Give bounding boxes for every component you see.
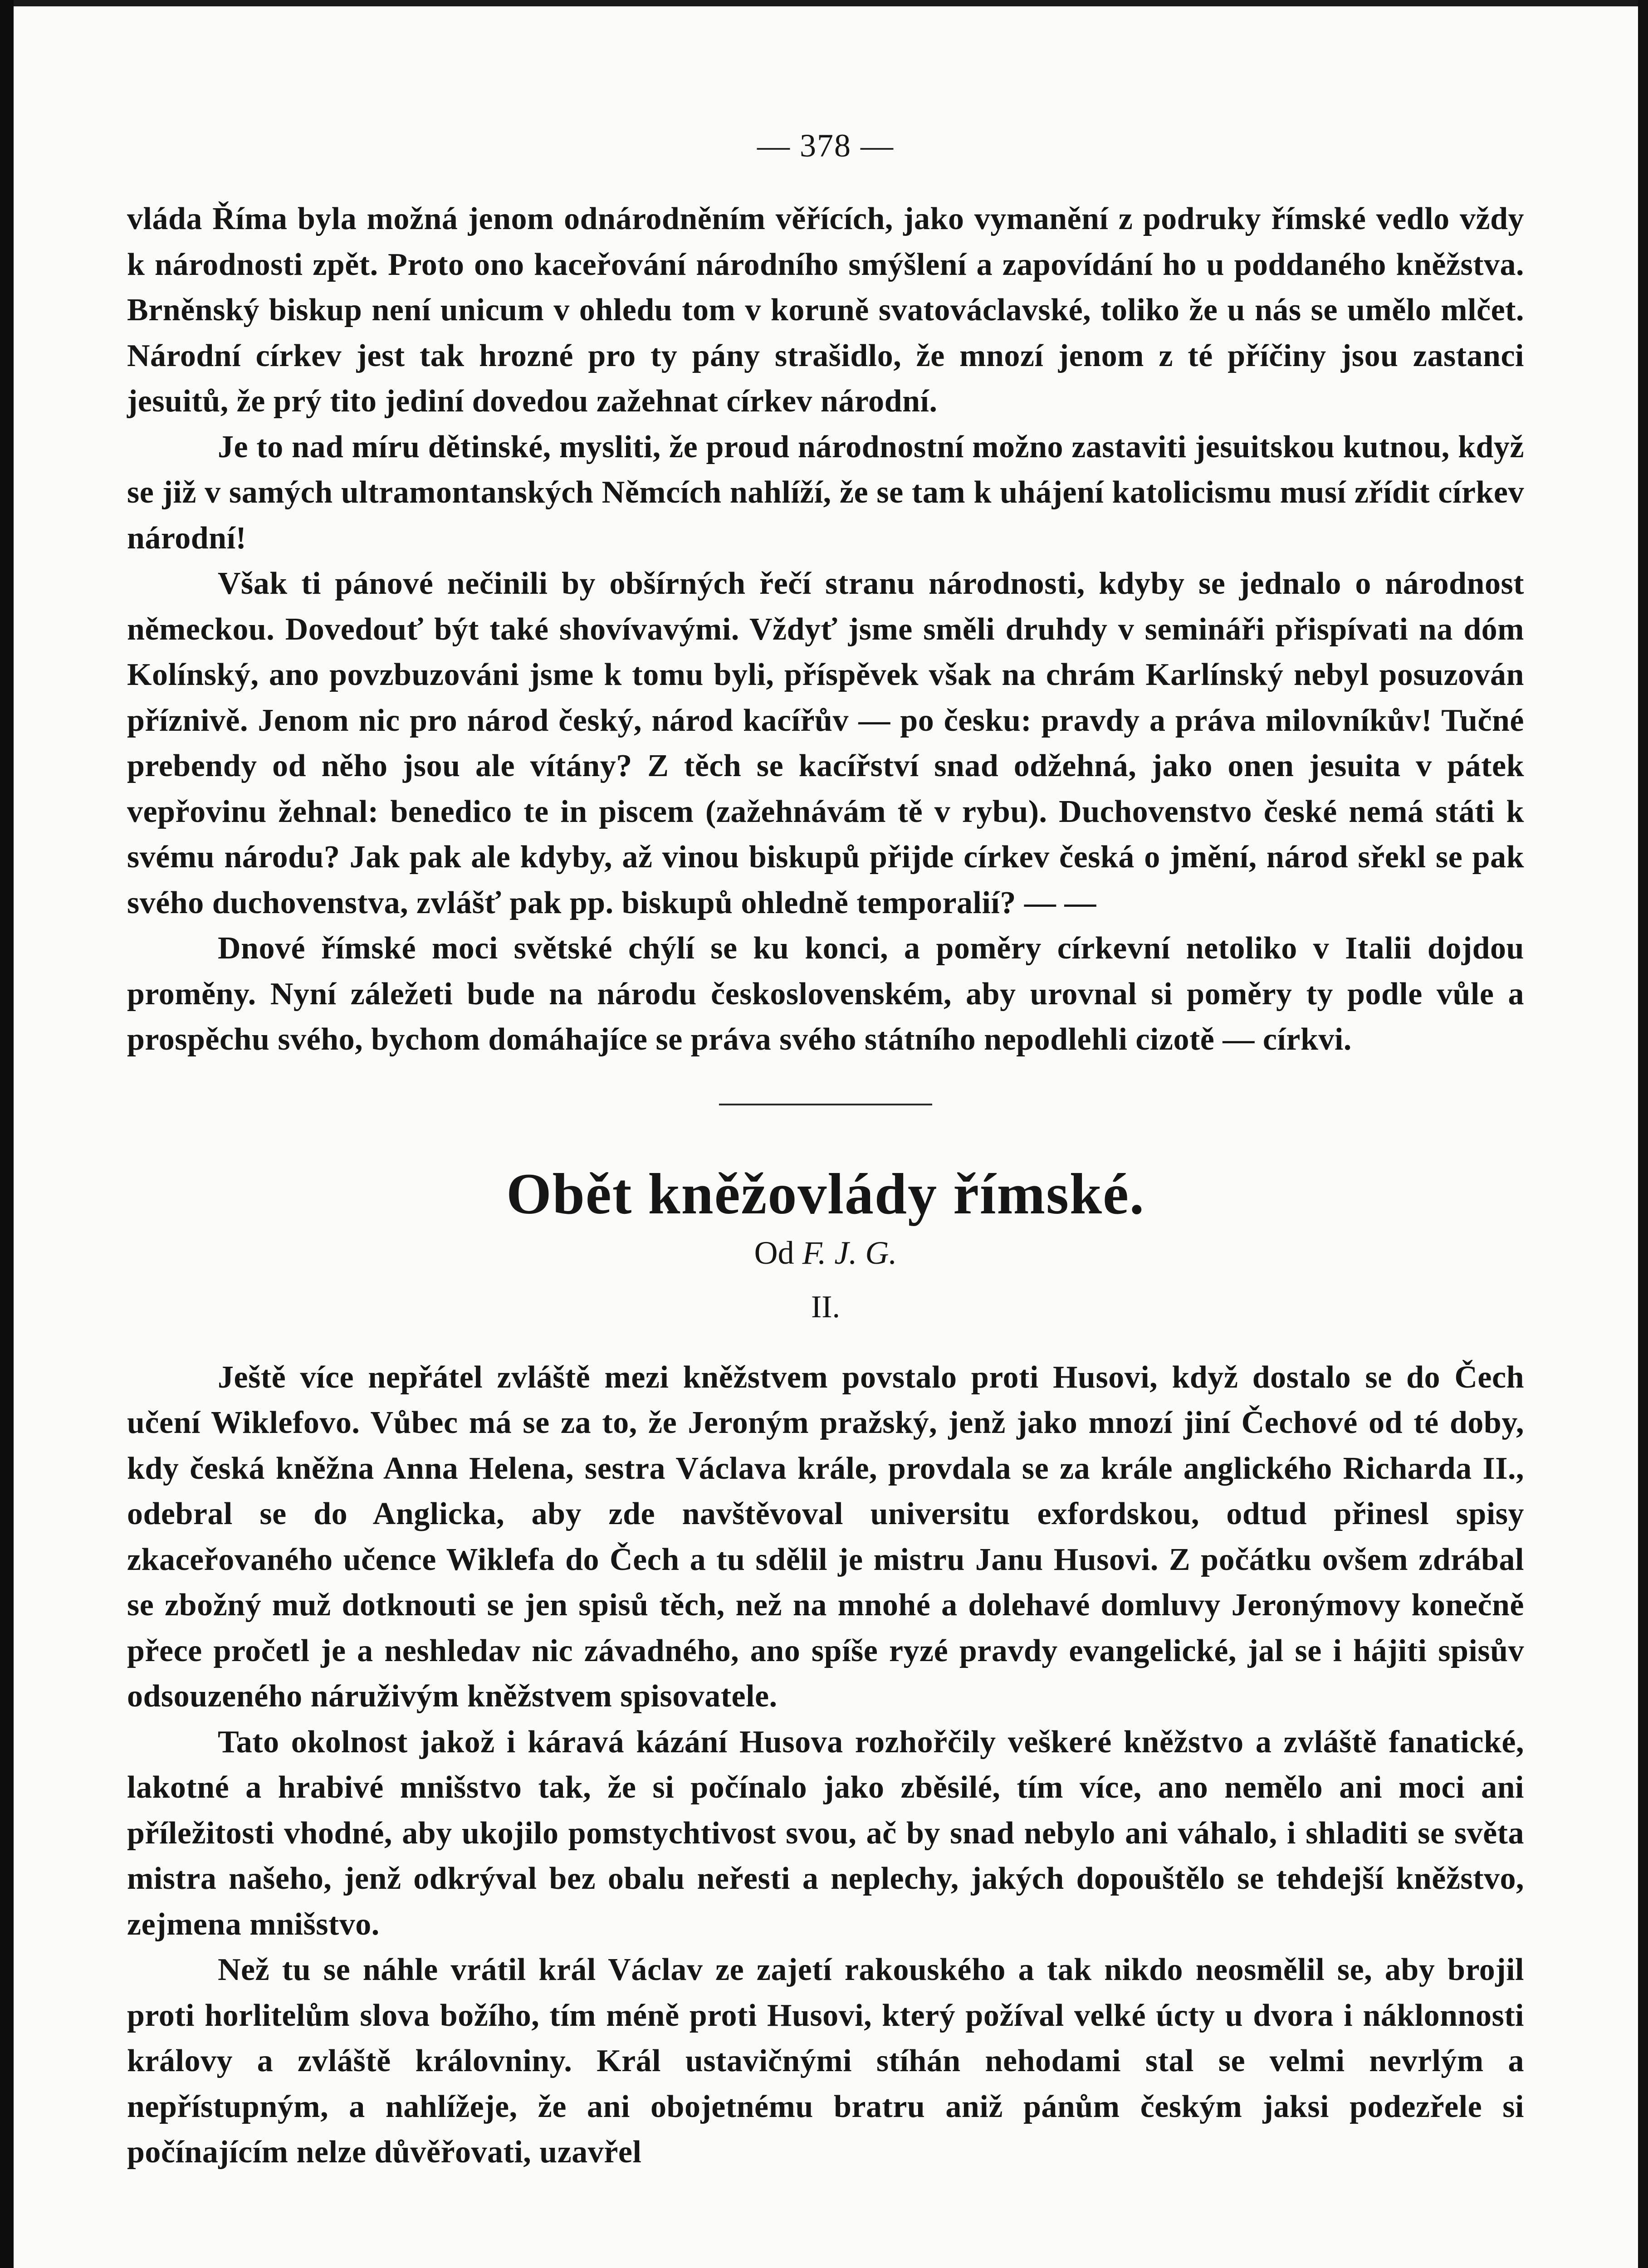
byline-prefix: Od <box>754 1234 794 1271</box>
paragraph: Ještě více nepřátel zvláště mezi kněžstvem povstalo proti Husovi, když dostalo se do Čech učení Wiklefovo. Vůbec má se za to, že Jeroným pražský, jenž jako mnozí jiní Čechové od té doby, kdy česká kněžna Anna Helena, sestra Václava krále, provdala se za krále anglického Richarda II., odebral se do Anglicka, aby zde navštěvoval universitu exfordskou, odtud přinesl spisy zkaceřovaného učence Wiklefa do Čech a tu sdělil je mistru Janu Husovi. Z počátku ovšem zdrábal se zbožný muž dotknouti se jen spisů těch, než na mnohé a dolehavé domluvy Jeronýmovy konečně přece pročetl je a neshledav nic závadného, ano spíše ryzé pravdy evangelické, jal se i hájiti spisův odsouzeného náruživým kněžstvem spisovatele. <box>127 1359 1524 1714</box>
article-title: Obět kněžovlády římské. <box>506 1161 1145 1226</box>
paragraph: Však ti pánové nečinili by obšírných řečí stranu národnosti, kdyby se jednalo o národnost německou. Dovedouť být také shovívavými. Vždyť jsme směli druhdy v semináři přispívati na dóm Kolínský, ano povzbuzováni jsme k tomu byli, příspěvek však na chrám Karlínský nebyl posuzován příznivě. Jenom nic pro národ český, národ kacířův — po česku: pravdy a práva milovníkův! Tučné prebendy od něho jsou ale vítány? Z těch se kacířství snad odžehná, jako onen jesuita v pátek vepřovinu žehnal: benedico te in piscem (zažehnávám tě v rybu). Duchovenstvo české nemá státi k svému národu? Jak pak ale kdyby, až vinou biskupů přijde církev česká o jmění, národ sřekl se pak svého duchovenstva, zvlášť pak pp. biskupů ohledně temporalií? — — <box>127 566 1524 920</box>
paragraph: Je to nad míru dětinské, mysliti, že proud národnostní možno zastaviti jesuitskou kutnou, když se již v samých ultramontanských Němcích nahlíží, že se tam k uhájení katolicismu musí zřídit církev národní! <box>127 429 1524 556</box>
section-number: II. <box>811 1289 841 1325</box>
byline-author: F. J. G. <box>802 1234 897 1271</box>
section-divider <box>719 1104 932 1105</box>
scan-border-top <box>0 0 1648 6</box>
intro-section <box>127 196 1524 1063</box>
paragraph: vláda Říma byla možná jenom odnárodněním věřících, jako vymanění z podruky římské vedlo vždy k národnosti zpět. Proto ono kaceřování národního smýšlení a zapovídání ho u poddaného kněžstva. Brněnský biskup není unicum v ohledu tom v koruně svatováclavské, toliko že u nás se umělo mlčet. Národní církev jest tak hrozné pro ty pány strašidlo, že mnozí jenom z té příčiny jsou zastanci jesuitů, že prý tito jediní dovedou zažehnat církev národní. <box>127 201 1524 419</box>
scan-border-left <box>0 0 14 2268</box>
article-body <box>127 1355 1524 2175</box>
paragraph: Tato okolnost jakož i káravá kázání Husova rozhořčily veškeré kněžstvo a zvláště fanatické, lakotné a hrabivé mnišstvo tak, že si počínalo jako zběsilé, tím více, ano nemělo ani moci ani příležitosti vhodné, aby ukojilo pomstychtivost svou, ač by snad nebylo ani váhalo, i shladiti se světa mistra našeho, jenž odkrýval bez obalu neřesti a neplechy, jakých dopouštělo se tehdejší kněžstvo, zejmena mnišstvo. <box>127 1724 1524 1942</box>
document-page <box>127 127 1524 2175</box>
paragraph: Dnové římské moci světské chýlí se ku konci, a poměry církevní netoliko v Italii dojdou proměny. Nyní záležeti bude na národu československém, aby urovnal si poměry ty podle vůle a prospěchu svého, bychom domáhajíce se práva svého státního nepodlehli cizotě — církvi. <box>127 931 1524 1057</box>
article-byline <box>127 1228 1524 1278</box>
page-number: — 378 — <box>757 127 894 164</box>
scan-border-right <box>1638 0 1648 2268</box>
paragraph: Než tu se náhle vrátil král Václav ze zajetí rakouského a tak nikdo neosmělil se, aby brojil proti horlitelům slova božího, tím méně proti Husovi, který požíval velké úcty u dvora i náklonnosti královy a zvláště královniny. Král ustavičnými stíhán nehodami stal se velmi nevrlým a nepřístupným, a nahlížeje, že ani obojetnému bratru aniž pánům českým jaksi podezřele si počínajícím nelze důvěřovati, uzavřel <box>127 1952 1524 2170</box>
